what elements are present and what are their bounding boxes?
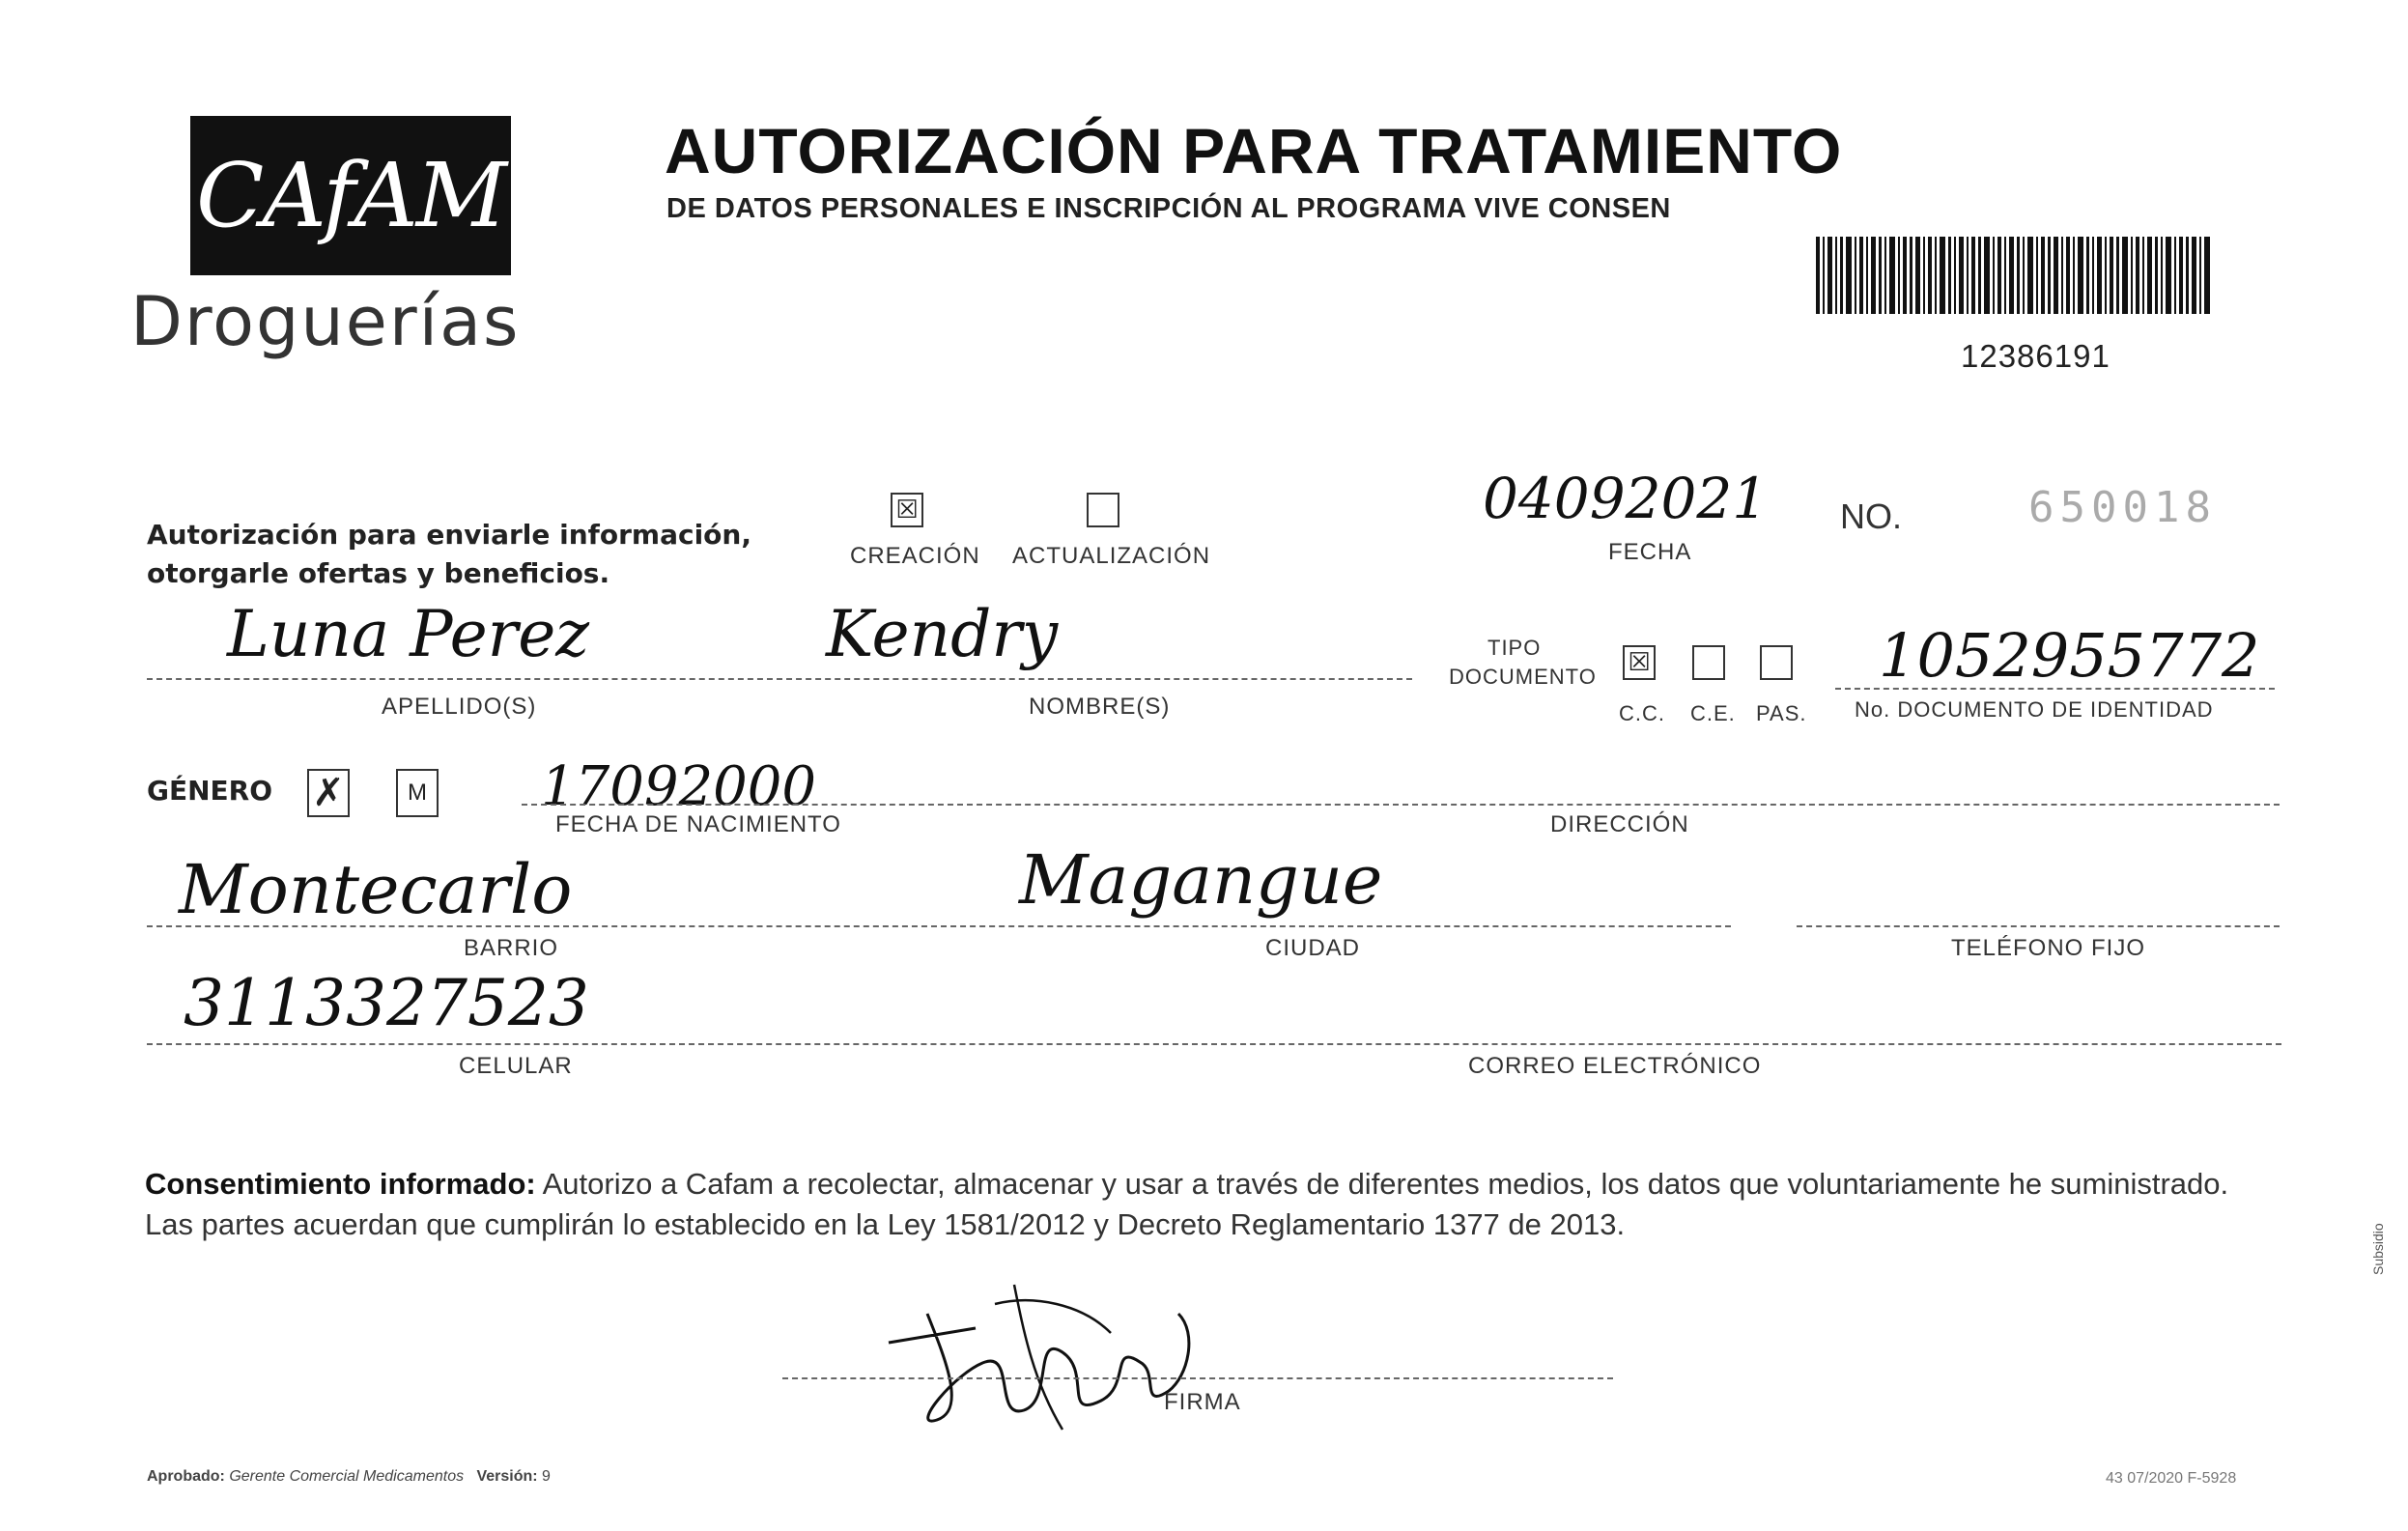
ciudad-value[interactable]: Magangue	[1019, 840, 1383, 920]
barrio-value[interactable]: Montecarlo	[179, 850, 573, 929]
ciudad-label: CIUDAD	[1265, 935, 1361, 961]
documento-label: No. DOCUMENTO DE IDENTIDAD	[1855, 697, 2214, 722]
aprobado-label: Aprobado:	[147, 1468, 225, 1485]
genero-f-mark: ✗	[312, 771, 345, 815]
side-note: Subsidio	[2370, 1223, 2386, 1275]
tipo-documento-label-2: DOCUMENTO	[1449, 665, 1597, 689]
creacion-label: CREACIÓN	[850, 543, 980, 569]
correo-field[interactable]	[1062, 1000, 2270, 1038]
celular-label: CELULAR	[459, 1053, 573, 1079]
correo-label: CORREO ELECTRÓNICO	[1468, 1053, 1762, 1079]
genero-m-checkbox[interactable]	[396, 769, 439, 817]
barcode-number: 12386191	[1961, 338, 2111, 374]
fecha-label: FECHA	[1608, 539, 1692, 565]
footer-approval	[147, 1468, 551, 1486]
footer-code: 43 07/2020 F-5928	[2106, 1470, 2237, 1487]
authorization-text-line1: Autorización para enviarle información,	[147, 519, 751, 551]
logo-text: CAfAM	[196, 144, 505, 247]
version-label: Versión:	[476, 1468, 538, 1485]
telefono-line	[1797, 925, 2280, 927]
telefono-label: TELÉFONO FIJO	[1951, 935, 2146, 961]
nombres-label: NOMBRE(S)	[1029, 694, 1171, 720]
row2-line	[522, 804, 2280, 806]
consent-bold: Consentimiento informado:	[145, 1167, 536, 1201]
ce-checkbox[interactable]	[1692, 645, 1725, 680]
no-label: NO.	[1840, 496, 1903, 536]
celular-value[interactable]: 3113327523	[184, 966, 589, 1040]
ce-label: C.E.	[1690, 701, 1736, 725]
pas-label: PAS.	[1756, 701, 1807, 725]
logo-subtext: Droguerías	[130, 282, 521, 361]
creacion-checkbox[interactable]	[891, 493, 923, 527]
row1-line	[147, 678, 1412, 680]
row4-line	[147, 1043, 2281, 1045]
barcode	[1816, 237, 2212, 314]
consent-paragraph	[145, 1164, 2280, 1245]
aprobado-value: Gerente Comercial Medicamentos	[229, 1468, 465, 1485]
fecha-nacimiento-label: FECHA DE NACIMIENTO	[555, 811, 841, 837]
genero-f-checkbox[interactable]	[307, 769, 350, 817]
telefono-field[interactable]	[1806, 884, 2270, 922]
creacion-mark: ☒	[895, 496, 919, 525]
consent-text: Autorizo a Cafam a recolectar, almacenar y usar a través de diferentes medios, los datos que voluntariamente he suministrado. Las partes acuerdan que cumplirán lo establecido en la Ley 1581/2012 y Decreto Reglamentario 1377 de 2013.	[145, 1167, 2229, 1241]
apellidos-label: APELLIDO(S)	[382, 694, 537, 720]
barrio-label: BARRIO	[464, 935, 559, 961]
fecha-nacimiento-value[interactable]: 17092000	[541, 755, 817, 818]
documento-value[interactable]: 1052955772	[1879, 620, 2260, 691]
direccion-label: DIRECCIÓN	[1550, 811, 1689, 837]
cafam-logo	[190, 116, 511, 275]
documento-line	[1835, 688, 2275, 690]
signature-label: FIRMA	[1164, 1389, 1241, 1415]
direccion-field[interactable]	[1594, 763, 2270, 802]
cc-checkbox[interactable]	[1623, 645, 1656, 680]
authorization-text-line2: otorgarle ofertas y beneficios.	[147, 557, 610, 589]
form-subtitle: DE DATOS PERSONALES E INSCRIPCIÓN AL PROGRAMA VIVE CONSEN	[666, 193, 1671, 224]
actualizacion-label: ACTUALIZACIÓN	[1012, 543, 1211, 569]
actualizacion-checkbox[interactable]	[1087, 493, 1119, 527]
cc-label: C.C.	[1619, 701, 1665, 725]
signature-line	[782, 1377, 1613, 1379]
version-value: 9	[542, 1468, 551, 1485]
no-value: 650018	[2028, 483, 2217, 532]
apellidos-value[interactable]: Luna Perez	[227, 597, 590, 671]
authorization-text	[147, 516, 751, 593]
row3-line	[147, 925, 1731, 927]
genero-label: GÉNERO	[147, 775, 273, 807]
form-title: AUTORIZACIÓN PARA TRATAMIENTO	[665, 115, 1843, 186]
nombres-value[interactable]: Kendry	[826, 597, 1059, 671]
genero-m-label: M	[408, 780, 427, 806]
fecha-value[interactable]: 04092021	[1483, 466, 1769, 531]
tipo-documento-label-1: TIPO	[1487, 636, 1542, 660]
cc-mark: ☒	[1628, 648, 1651, 677]
pas-checkbox[interactable]	[1760, 645, 1793, 680]
